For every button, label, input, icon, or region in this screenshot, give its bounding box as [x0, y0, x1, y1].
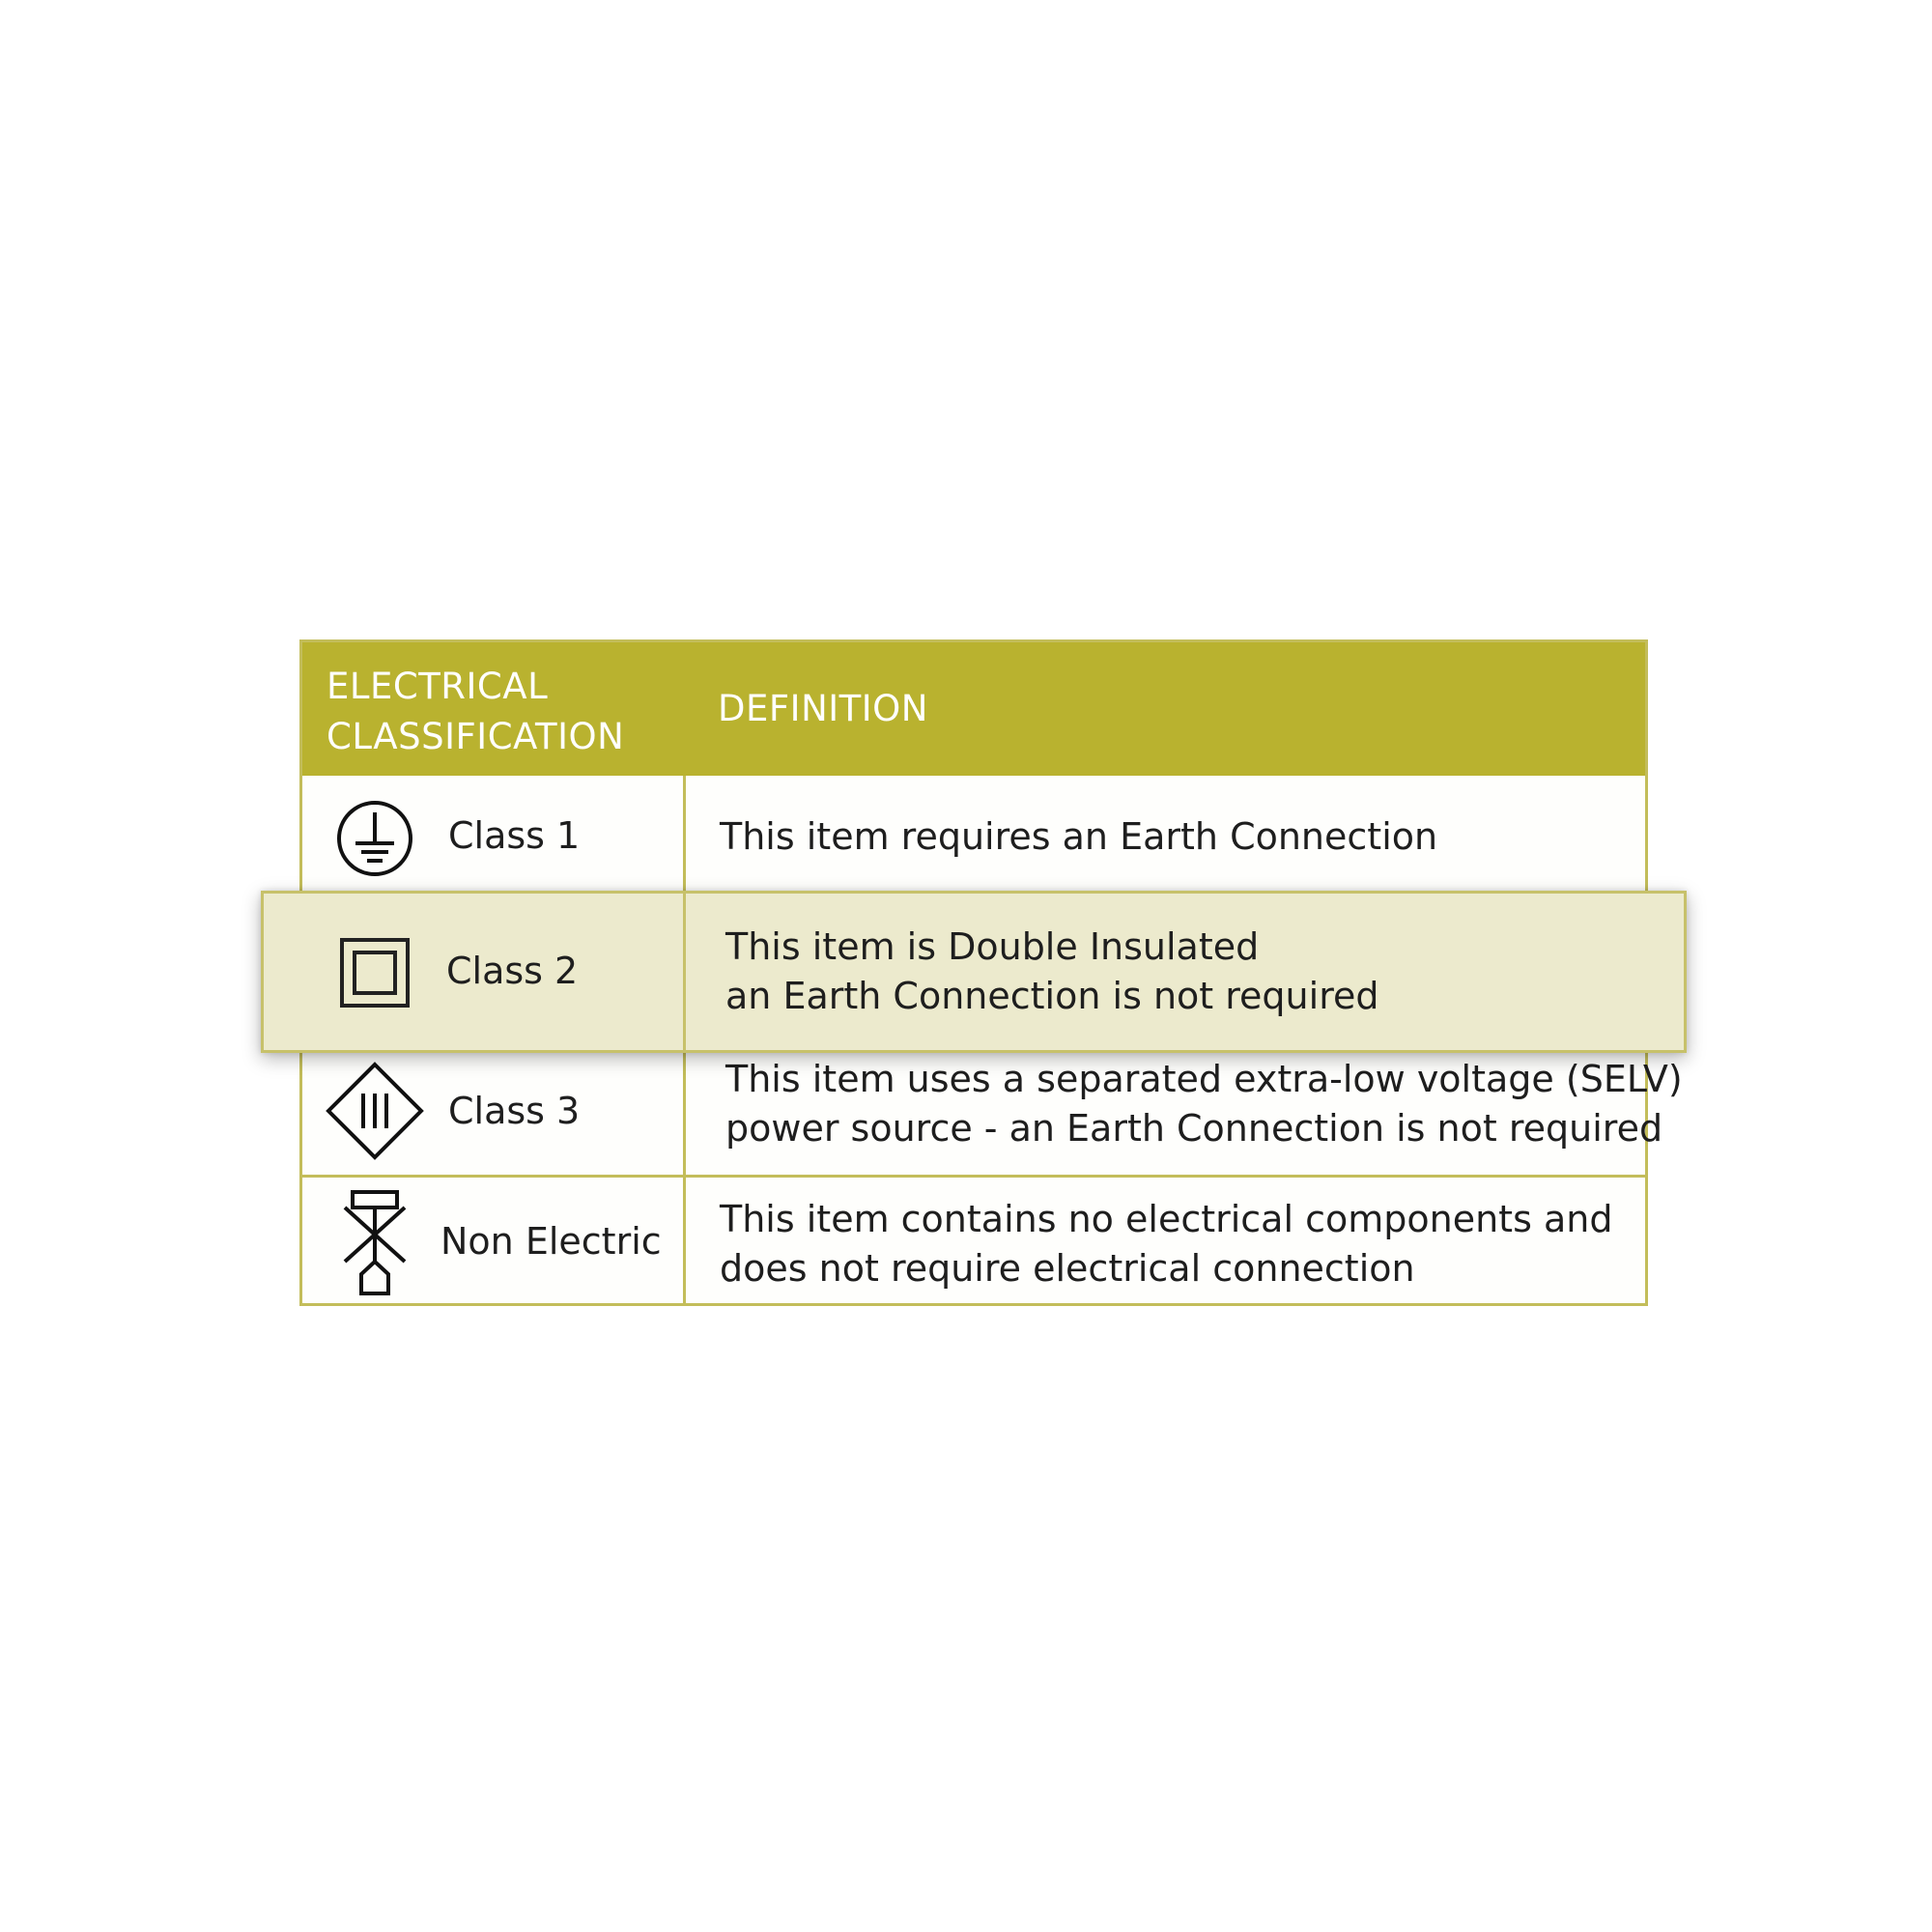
definition-line: This item is Double Insulated: [725, 925, 1260, 968]
table-row-class-1: [302, 776, 1645, 892]
column-divider: [683, 894, 686, 1050]
table-row-non-electric: [302, 1178, 1645, 1306]
definition-text: [720, 812, 1437, 862]
earth-ground-icon: [335, 799, 414, 878]
definition-text: [720, 1195, 1612, 1293]
definition-line: power source - an Earth Connection is not required: [725, 1107, 1663, 1150]
class-label: Class 1: [448, 814, 581, 857]
definition-text: [725, 923, 1379, 1021]
definition-text: [725, 1055, 1683, 1153]
class-label: Class 2: [446, 950, 579, 992]
definition-line: This item contains no electrical components and: [720, 1198, 1613, 1240]
header-definition: DEFINITION: [718, 688, 928, 729]
table-row-class-3: [302, 1056, 1683, 1175]
diamond-selv-icon: [326, 1062, 424, 1160]
table-row-class-2-highlighted: [261, 891, 1687, 1053]
class-label: Non Electric: [440, 1220, 662, 1263]
header-classification-line2: CLASSIFICATION: [327, 716, 625, 757]
double-square-icon: [339, 937, 411, 1009]
definition-line: does not require electrical connection: [720, 1247, 1415, 1290]
header-classification-line1: ELECTRICAL: [327, 666, 549, 707]
definition-line: This item uses a separated extra-low voltage (SELV): [725, 1058, 1683, 1100]
table-header: [302, 642, 1645, 776]
class-label: Class 3: [448, 1090, 581, 1132]
definition-line: This item requires an Earth Connection: [720, 815, 1438, 858]
definition-line: an Earth Connection is not required: [725, 975, 1379, 1017]
header-classification: [327, 662, 674, 762]
non-electric-icon: [341, 1189, 409, 1297]
